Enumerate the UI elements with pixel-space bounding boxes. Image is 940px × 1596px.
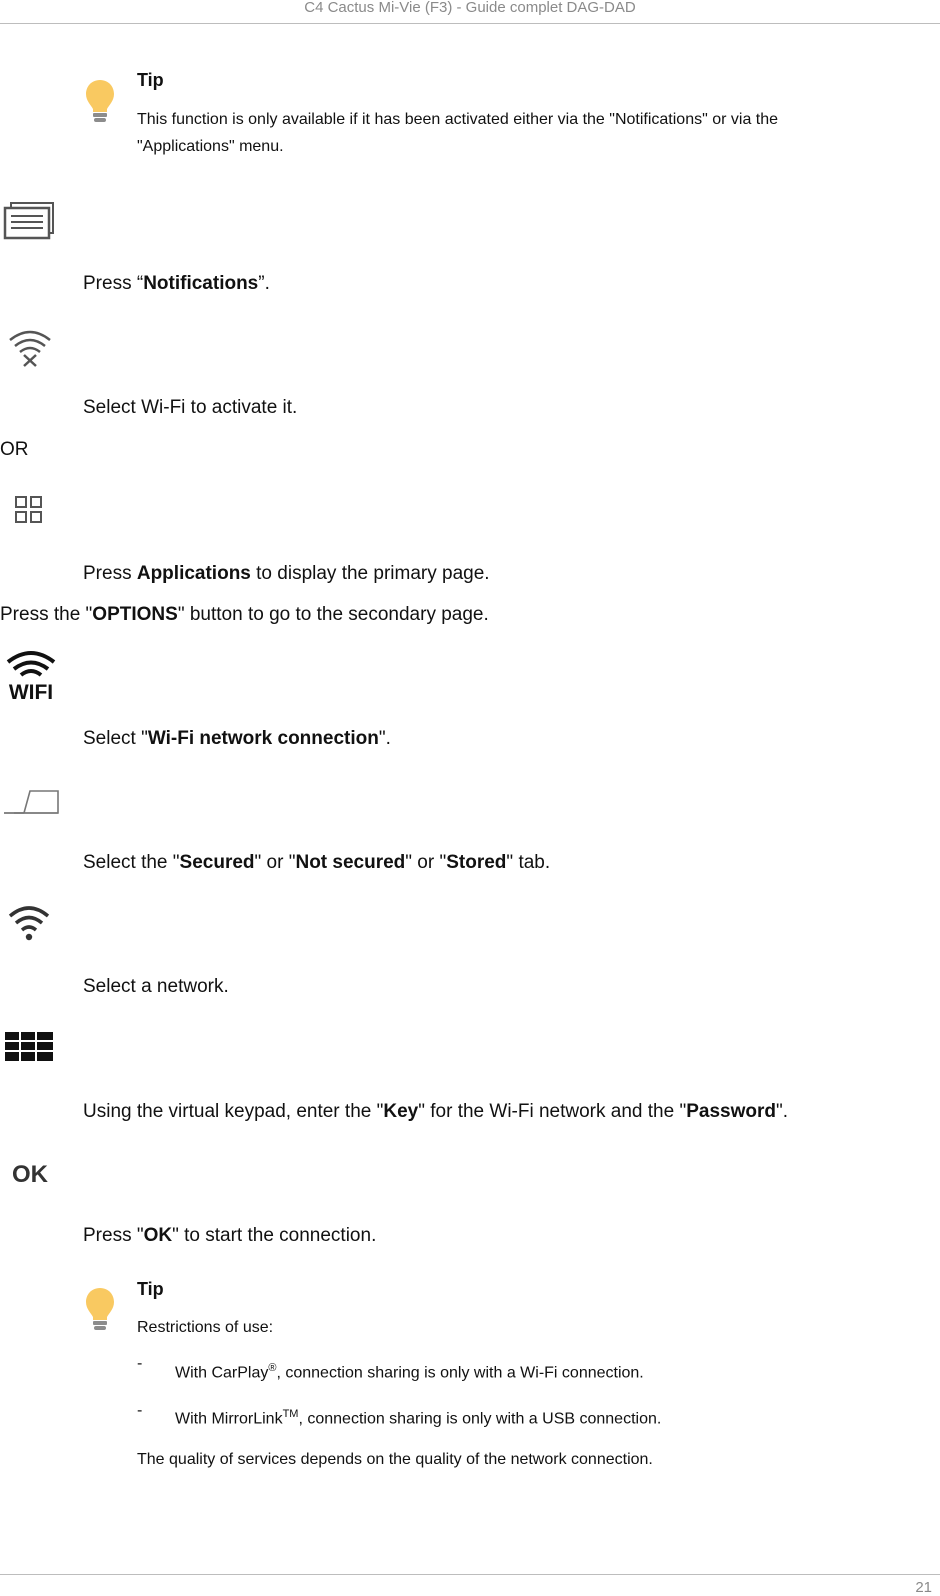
tip-title: Tip: [137, 1279, 164, 1299]
step-text: " button to go to the secondary page.: [177, 604, 489, 625]
or-separator: OR: [0, 439, 29, 460]
step-notifications: [83, 273, 270, 295]
step-text: Using the virtual keypad, enter the ": [83, 1101, 384, 1122]
step-text: " or ": [405, 852, 447, 873]
step-bold-text: Stored: [446, 852, 507, 873]
bullet-text: With MirrorLink: [175, 1410, 283, 1428]
lightbulb-icon: [84, 78, 116, 138]
wifi-label-text: WIFI: [8, 681, 54, 702]
step-text: Press: [83, 563, 137, 584]
step-text: ".: [775, 1101, 788, 1122]
notifications-icon: [2, 200, 60, 240]
step-select-network: Select a network.: [83, 976, 229, 997]
step-bold-text: Password: [686, 1101, 776, 1122]
step-bold-text: Applications: [136, 563, 251, 584]
step-wifi-network: [83, 728, 391, 750]
tip-title: Tip: [137, 70, 164, 90]
step-tabs: [83, 852, 550, 874]
document-title: C4 Cactus Mi-Vie (F3) - Guide complet DAG-DAD: [304, 0, 636, 16]
bullet-carplay: [175, 1362, 644, 1382]
lightbulb-icon: [84, 1286, 116, 1346]
bullet-text: , connection sharing is only with a Wi-Fi connection.: [276, 1364, 644, 1382]
step-text: " to start the connection.: [172, 1225, 377, 1246]
bullet-mirrorlink: [175, 1408, 661, 1428]
step-keypad: [83, 1101, 788, 1123]
bullet-sup: TM: [282, 1408, 299, 1420]
step-bold-text: OPTIONS: [92, 604, 178, 625]
step-bold-text: Notifications: [143, 273, 259, 294]
step-text: " for the Wi-Fi network and the ": [418, 1101, 687, 1122]
bullet-dash: -: [137, 1355, 143, 1372]
tab-icon: [2, 785, 60, 825]
bullet-sup: ®: [268, 1362, 277, 1374]
bullet-text: With CarPlay: [175, 1364, 269, 1382]
keypad-icon: [2, 1027, 60, 1067]
step-ok: [83, 1225, 376, 1247]
bullet-dash: -: [137, 1402, 143, 1419]
step-text: Press “: [83, 273, 144, 294]
ok-label-text: OK: [12, 1161, 48, 1188]
step-text: Select the ": [83, 852, 180, 873]
wifi-off-icon: [2, 326, 60, 366]
wifi-label-icon: [2, 648, 60, 702]
step-bold-text: Not secured: [295, 852, 406, 873]
page-footer: [0, 1574, 940, 1594]
step-text: ”.: [258, 273, 270, 294]
step-applications: [83, 563, 490, 585]
step-text: Press ": [83, 1225, 144, 1246]
step-text: " tab.: [506, 852, 551, 873]
step-activate-wifi: Select Wi-Fi to activate it.: [83, 397, 298, 418]
step-text: Select ": [83, 728, 148, 749]
tip-outro: The quality of services depends on the quality of the network connection.: [137, 1451, 653, 1468]
step-text: ".: [378, 728, 391, 749]
step-text: " or ": [254, 852, 296, 873]
step-text: Press the ": [0, 604, 93, 625]
page-header: [0, 0, 940, 24]
ok-label-icon: [2, 1155, 60, 1195]
step-text: to display the primary page.: [250, 563, 490, 584]
page-number: 21: [915, 1579, 932, 1596]
tip-intro: Restrictions of use:: [137, 1319, 274, 1336]
step-options: [0, 604, 489, 626]
step-bold-text: Wi-Fi network connection: [147, 728, 379, 749]
applications-grid-icon: [2, 493, 60, 533]
step-bold-text: OK: [143, 1225, 173, 1246]
wifi-icon: [2, 904, 60, 944]
bullet-text: , connection sharing is only with a USB connection.: [298, 1410, 662, 1428]
step-bold-text: Key: [383, 1101, 419, 1122]
step-bold-text: Secured: [179, 852, 255, 873]
tip-text: This function is only available if it has been activated either via the "Notifications" or via the "Applications" menu.: [137, 111, 779, 155]
